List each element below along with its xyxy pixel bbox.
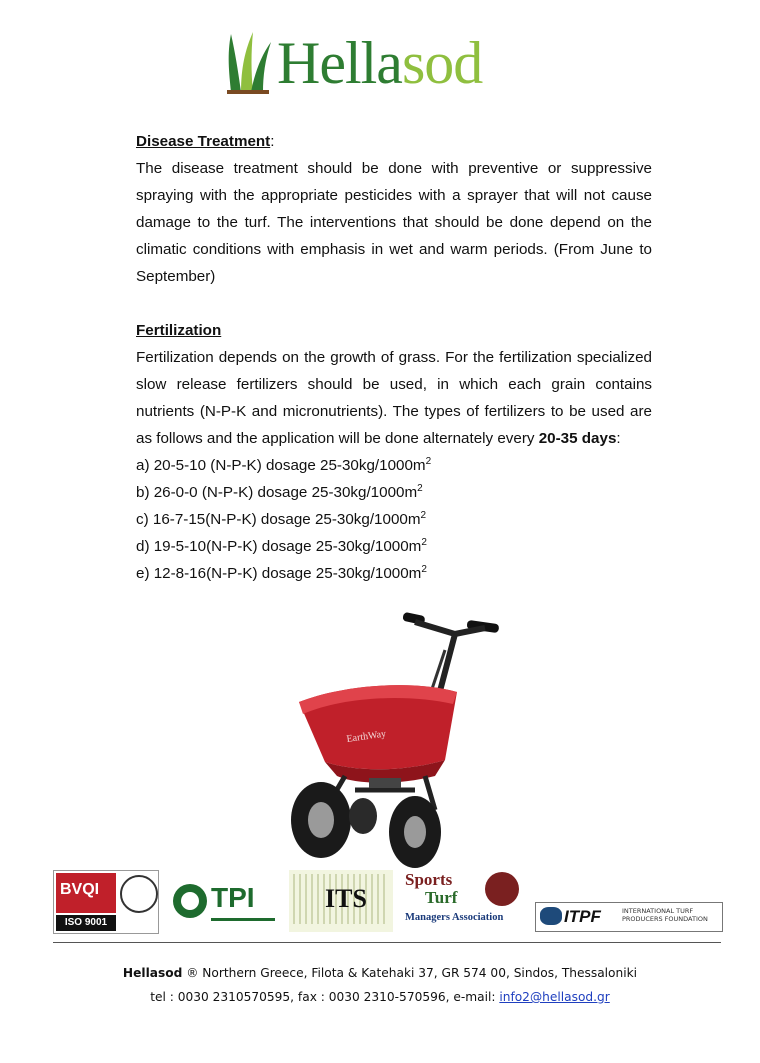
disease-paragraph: The disease treatment should be done with preventive or suppressive spraying with the appropriate pesticides with a sprayer that will not cause damage to the turf. The interventions that should be done depend on the climatic conditions with emphasis in wet and warm periods. (From June to September) [136,160,652,285]
list-item: b) 26-0-0 (N-P-K) dosage $25-30kg/1000m^2$ [136,482,423,501]
stma-logo [403,870,523,932]
disease-heading-line [136,128,652,155]
fertilization-interval: 20-35 days [538,430,617,447]
tpi-logo [171,870,275,932]
footer-brand: Hellasod [122,966,183,980]
email-link[interactable]: info2@hellasod.gr [499,990,610,1004]
list-item: a) 20-5-10 (N-P-K) dosage $25-30kg/1000m^2$ [136,455,432,474]
fertilization-text: Fertilization depends on the growth of grass. For the fertilization specialized slow release fertilizers should be used, in which each grain contains nutrients (N-P-K and micronutrients). The types of fertilizers to be used are as follows and the application will be done alternately every [136,349,652,447]
logo-wordmark [277,30,482,96]
footer-contact: tel : 0030 2310570595, fax : 0030 2310-570596, e-mail: [150,990,500,1004]
stma-line2: Turf [425,888,458,907]
itpf-sub2: PRODUCERS FOUNDATION [622,915,708,923]
disease-heading-colon: : [270,133,275,150]
footer-contact-line [0,990,760,1004]
bvqi-iso-logo [53,870,159,934]
footer-reg: ® [186,966,199,980]
logo-wordmark-part2: sod [401,30,483,96]
its-text: ITS [325,884,367,913]
footer-divider [53,942,721,943]
hellasod-logo [225,28,535,98]
list-item: c) 16-7-15(N-P-K) dosage $25-30kg/1000m^2$ [136,509,427,528]
footer-address-line [0,966,760,980]
fertilizer-spreader-image [285,610,505,875]
grass-icon [225,28,277,98]
iso-text: ISO 9001 [56,915,116,931]
its-logo [289,870,393,932]
list-item: e) 12-8-16(N-P-K) dosage $25-30kg/1000m^2$ [136,563,427,582]
footer-address: Northern Greece, Filota & Katehaki 37, GR 574 00, Sindos, Thessaloniki [198,966,638,980]
fertilizer-list [136,452,652,587]
list-item: d) 19-5-10(N-P-K) dosage $25-30kg/1000m^2$ [136,536,427,555]
disease-heading: Disease Treatment [136,133,271,150]
bvqi-text: BVQI [60,881,100,898]
itpf-sub1: INTERNATIONAL TURF [622,907,694,915]
itpf-logo [535,902,723,932]
fertilization-colon: : [616,430,621,447]
partner-logos [53,870,721,934]
stma-line1: Sports [405,870,453,889]
fertilization-paragraph [136,344,652,452]
tpi-text: TPI [211,882,255,913]
stma-line3: Managers Association [405,912,504,923]
logo-wordmark-part1: Hella [277,30,402,96]
itpf-text: ITPF [564,907,601,926]
document-body [136,128,652,587]
svg-text:EarthWay: EarthWay [345,728,387,745]
fertilization-heading: Fertilization [136,322,222,339]
